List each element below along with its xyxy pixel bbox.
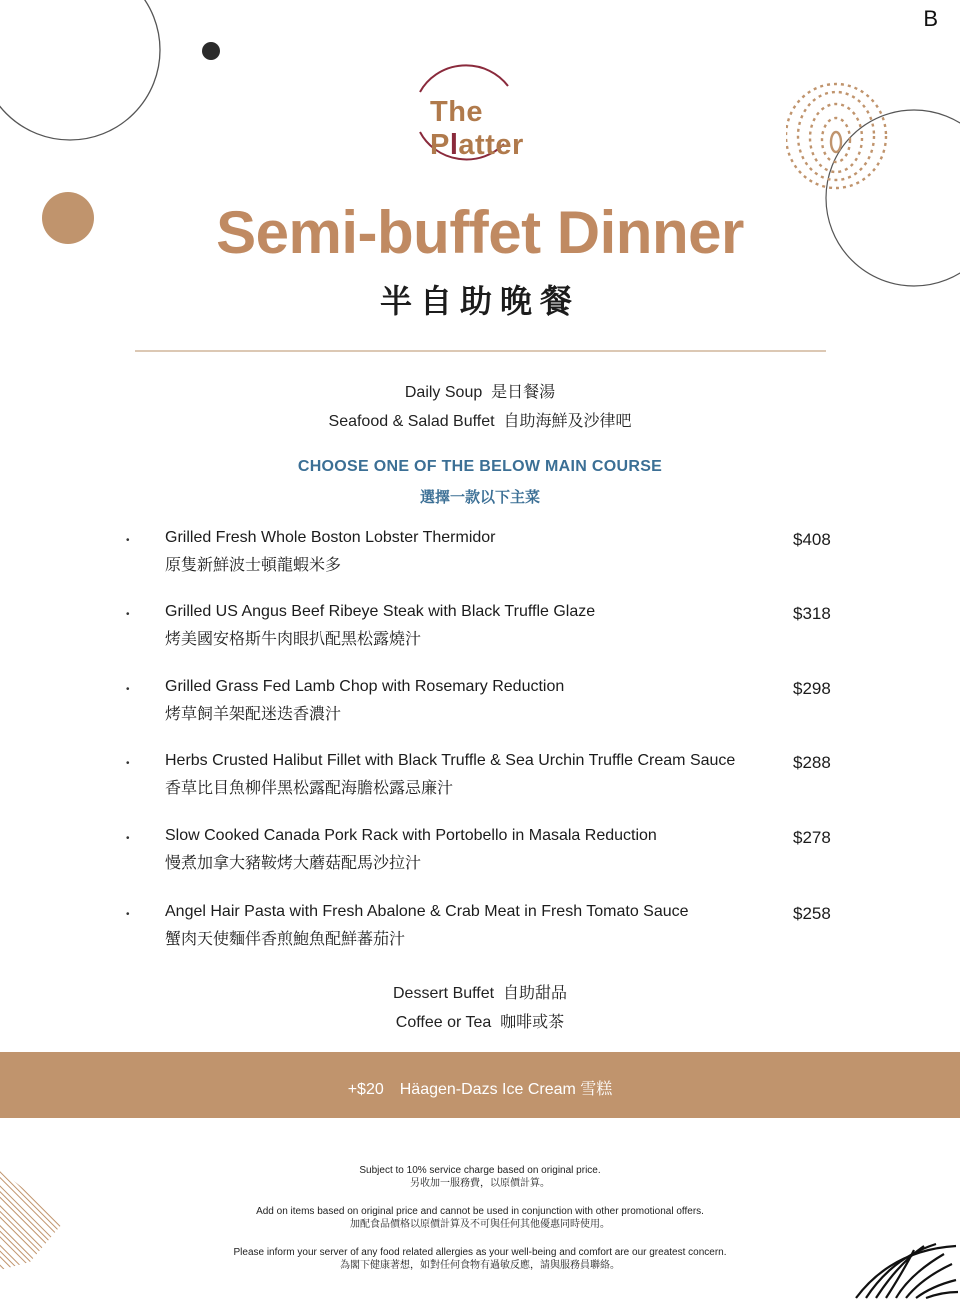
menu-item-price: $318 — [793, 604, 831, 623]
note-zh: 為閣下健康著想，如對任何食物有過敏反應，請與服務員聯絡。 — [340, 1260, 620, 1271]
menu-item-name-zh: 蟹肉天使麵伴香煎鮑魚配鮮蕃茄汁 — [165, 931, 406, 948]
note-en: Please inform your server of any food related allergies as your well-being and comfort are our greatest concern. — [233, 1247, 727, 1258]
menu-item-price: $288 — [793, 753, 831, 772]
bullet-icon: • — [126, 684, 130, 695]
addon-price: +$20 — [347, 1081, 384, 1098]
addon-text — [0, 1076, 960, 1099]
menu-item-name: Grilled US Angus Beef Ribeye Steak with Black Truffle Glaze — [165, 603, 596, 620]
menu-item-name-zh: 烤草飼羊架配迷迭香濃汁 — [165, 706, 342, 723]
after-en: Dessert Buffet — [393, 985, 495, 1002]
intro-line-soup — [0, 379, 960, 402]
dot-decoration — [200, 40, 224, 64]
menu-item-name: Herbs Crusted Halibut Fillet with Black Truffle & Sea Urchin Truffle Cream Sauce — [165, 752, 736, 769]
bullet-icon: • — [126, 833, 130, 844]
menu-item-name: Angel Hair Pasta with Fresh Abalone & Crab Meat in Fresh Tomato Sauce — [165, 903, 689, 920]
menu-item-name-zh: 慢煮加拿大豬鞍烤大蘑菇配馬沙拉汁 — [165, 855, 422, 872]
intro-en: Daily Soup — [404, 384, 483, 401]
logo-wordmark — [430, 96, 580, 162]
after-zh: 自助甜品 — [502, 985, 567, 1002]
menu-item-price: $298 — [793, 679, 831, 698]
note-zh: 另收加一服務費，以原價計算。 — [410, 1178, 550, 1189]
main-course-heading-zh: 選擇一款以下主菜 — [419, 489, 540, 506]
page-corner-label: B — [923, 6, 938, 31]
menu-item — [0, 603, 960, 663]
menu-item — [0, 903, 960, 963]
menu-item — [0, 678, 960, 738]
menu-item-name: Slow Cooked Canada Pork Rack with Portobello in Masala Reduction — [165, 827, 657, 844]
menu-item-price: $408 — [793, 530, 831, 549]
bullet-icon: • — [126, 758, 130, 769]
menu-item-name: Grilled Grass Fed Lamb Chop with Rosemary Reduction — [165, 678, 565, 695]
coffee-line — [0, 1009, 960, 1032]
intro-line-buffet — [0, 408, 960, 431]
circle-outline-decoration — [0, 0, 170, 180]
menu-item-price: $258 — [793, 904, 831, 923]
note-add-on — [0, 1205, 960, 1231]
menu-item — [0, 827, 960, 887]
addon-band — [0, 1052, 960, 1118]
logo-text-accent: l — [449, 129, 459, 161]
addon-name: Häagen-Dazs Ice Cream — [399, 1081, 576, 1098]
menu-item-name: Grilled Fresh Whole Boston Lobster Thermidor — [165, 529, 496, 546]
main-course-heading: CHOOSE ONE OF THE BELOW MAIN COURSE — [297, 458, 663, 475]
menu-item — [0, 529, 960, 589]
menu-item — [0, 752, 960, 812]
intro-en: Seafood & Salad Buffet — [328, 413, 495, 430]
page-title: Semi-buffet Dinner — [216, 199, 744, 266]
intro-zh: 自助海鮮及沙律吧 — [503, 413, 632, 430]
logo-text-prefix: The P — [430, 96, 484, 161]
dessert-line — [0, 980, 960, 1003]
menu-item-price: $278 — [793, 828, 831, 847]
divider — [135, 350, 826, 352]
note-en: Subject to 10% service charge based on original price. — [359, 1165, 601, 1176]
bullet-icon: • — [126, 609, 130, 620]
intro-zh: 是日餐湯 — [491, 384, 556, 401]
bullet-icon: • — [126, 909, 130, 920]
after-en: Coffee or Tea — [395, 1014, 492, 1031]
menu-item-name-zh: 原隻新鮮波士頓龍蝦米多 — [165, 557, 342, 574]
after-zh: 咖啡或茶 — [500, 1014, 565, 1031]
logo-text-suffix: atter — [458, 129, 524, 161]
wood-grain-disc-decoration — [780, 80, 960, 300]
restaurant-logo — [400, 62, 580, 166]
note-zh: 加配食品價格以原價計算及不可與任何其他優惠同時使用。 — [350, 1219, 610, 1230]
menu-item-name-zh: 烤美國安格斯牛肉眼扒配黑松露燒汁 — [165, 631, 422, 648]
note-allergy — [0, 1246, 960, 1272]
bullet-icon: • — [126, 535, 130, 546]
addon-name-zh: 雪糕 — [580, 1081, 613, 1098]
note-en: Add on items based on original price and cannot be used in conjunction with other promotional offers. — [256, 1206, 704, 1217]
page-subtitle: 半自助晚餐 — [379, 282, 580, 320]
note-service-charge — [0, 1164, 960, 1190]
menu-item-name-zh: 香草比目魚柳伴黑松露配海膽松露忌廉汁 — [165, 780, 454, 797]
